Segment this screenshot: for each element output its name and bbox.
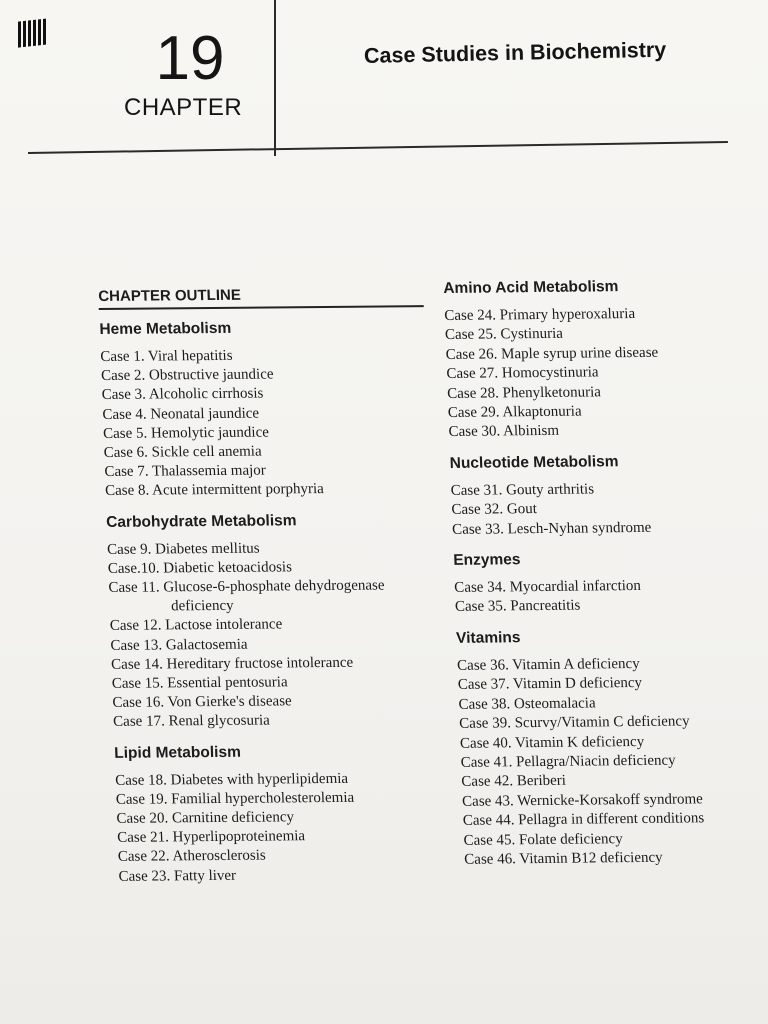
list-item: Case 6. Sickle cell anemia <box>103 443 262 461</box>
chapter-label: CHAPTER <box>124 94 243 121</box>
header-vertical-divider <box>274 0 276 156</box>
list-item: Case 1. Viral hepatitis <box>100 347 233 365</box>
list-item: Case.10. Diabetic ketoacidosis <box>107 559 293 577</box>
section-amino-acid-metabolism: Amino Acid Metabolism <box>443 278 619 297</box>
list-item: Case 27. Homocystinuria <box>446 364 599 383</box>
section-enzymes: Enzymes <box>452 551 521 569</box>
amino-acid-case-list <box>444 304 749 443</box>
list-item: Case 44. Pellagra in different conditions <box>462 810 705 829</box>
section-lipid-metabolism: Lipid Metabolism <box>113 743 242 762</box>
header-horizontal-divider <box>28 141 728 154</box>
list-item: Case 46. Vitamin B12 deficiency <box>463 849 663 868</box>
section-carbohydrate-metabolism: Carbohydrate Metabolism <box>105 511 297 531</box>
vitamins-case-list <box>457 654 765 871</box>
list-item: Case 45. Folate deficiency <box>463 830 623 849</box>
section-nucleotide-metabolism: Nucleotide Metabolism <box>449 453 619 472</box>
carbohydrate-case-list <box>107 538 444 733</box>
chapter-outline-heading: CHAPTER OUTLINE <box>98 285 424 310</box>
list-item: Case 22. Atherosclerosis <box>117 848 267 866</box>
list-item: Case 29. Alkaptonuria <box>447 403 582 421</box>
nucleotide-case-list <box>450 479 752 540</box>
list-item: Case 36. Vitamin A deficiency <box>456 655 640 674</box>
list-item: Case 3. Alcoholic cirrhosis <box>101 385 264 404</box>
chapter-number: 19 <box>155 24 225 93</box>
list-item: Case 26. Maple syrup urine disease <box>445 344 659 363</box>
list-item: Case 28. Phenylketonuria <box>446 383 602 402</box>
list-item: Case 19. Familial hypercholesterolemia <box>115 789 355 808</box>
lipid-case-list <box>115 769 449 887</box>
list-item: Case 32. Gout <box>451 501 538 519</box>
list-item: Case 13. Galactosemia <box>110 636 248 654</box>
list-item: Case 7. Thalassemia major <box>104 462 267 481</box>
list-item-continuation: deficiency <box>170 598 234 615</box>
list-item: Case 30. Albinism <box>448 423 560 441</box>
section-heme-metabolism: Heme Metabolism <box>99 319 232 338</box>
list-item: Case 21. Hyperlipoproteinemia <box>116 828 306 847</box>
list-item: Case 14. Hereditary fructose intolerance <box>110 654 354 673</box>
section-vitamins: Vitamins <box>455 629 521 647</box>
list-item: Case 42. Beriberi <box>461 773 567 791</box>
enzymes-case-list <box>454 576 755 618</box>
list-item: Case 41. Pellagra/Niacin deficiency <box>460 752 676 771</box>
list-item: Case 34. Myocardial infarction <box>453 578 642 596</box>
list-item: Case 35. Pancreatitis <box>454 598 581 616</box>
heme-case-list <box>100 345 435 501</box>
chapter-title: Case Studies in Biochemistry <box>363 37 667 68</box>
list-item: Case 37. Vitamin D deficiency <box>457 675 643 694</box>
list-item: Case 43. Wernicke-Korsakoff syndrome <box>461 791 704 810</box>
list-item: Case 40. Vitamin K deficiency <box>459 733 645 752</box>
list-item: Case 2. Obstructive jaundice <box>100 366 274 385</box>
list-item: Case 20. Carnitine deficiency <box>116 809 295 827</box>
page-edge-mark <box>18 18 48 47</box>
list-item: Case 38. Osteomalacia <box>458 695 596 713</box>
list-item: Case 33. Lesch-Nyhan syndrome <box>451 519 652 538</box>
list-item: Case 12. Lactose intolerance <box>109 616 283 635</box>
list-item: Case 18. Diabetes with hyperlipidemia <box>114 770 349 789</box>
list-item: Case 8. Acute intermittent porphyria <box>104 481 325 500</box>
list-item: Case 5. Hemolytic jaundice <box>102 424 270 442</box>
list-item: Case 39. Scurvy/Vitamin C deficiency <box>458 713 690 732</box>
list-item: Case 15. Essential pentosuria <box>111 674 288 692</box>
list-item: Case 11. Glucose-6-phosphate dehydrogenase <box>108 577 385 596</box>
list-item: Case 24. Primary hyperoxaluria <box>444 305 636 324</box>
list-item: Case 4. Neonatal jaundice <box>102 405 260 423</box>
list-item: Case 17. Renal glycosuria <box>112 712 271 731</box>
list-item: Case 31. Gouty arthritis <box>450 481 595 499</box>
list-item: Case 25. Cystinuria <box>444 326 564 344</box>
list-item: Case 16. Von Gierke's disease <box>112 693 292 712</box>
outline-left-column <box>98 285 449 899</box>
outline-right-column <box>443 277 765 882</box>
list-item: Case 23. Fatty liver <box>118 867 237 885</box>
list-item: Case 9. Diabetes mellitus <box>106 540 260 558</box>
